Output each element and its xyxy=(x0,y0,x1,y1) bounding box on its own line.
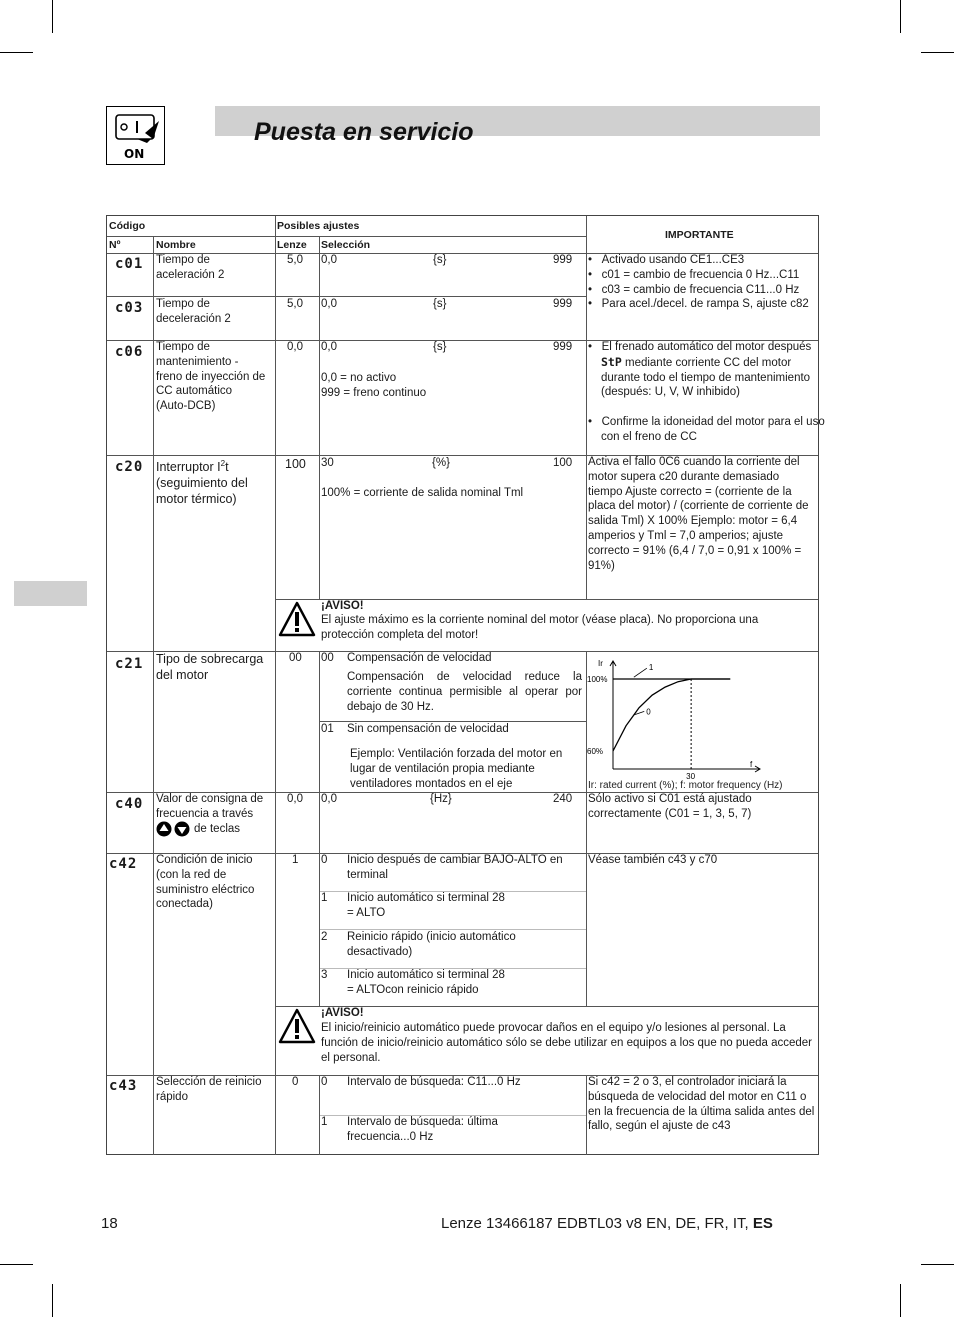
lenze-c42: 1 xyxy=(292,854,299,866)
name-c01: Tiempo de aceleración 2 xyxy=(156,254,225,281)
header-nombre: Nombre xyxy=(156,239,196,251)
note-c01-4: • Para acel./decel. de rampa S, ajuste c82 xyxy=(588,298,809,310)
page-number: 18 xyxy=(101,1215,118,1232)
keypad-keys xyxy=(156,821,192,837)
option-c21-00-desc: Compensación de velocidad reduce la corriente continua permisible al operar por debajo de 30 Hz. xyxy=(347,671,582,713)
power-on-icon xyxy=(106,106,165,165)
header-importante: IMPORTANTE xyxy=(665,229,734,241)
unit-c03: {s} xyxy=(433,298,447,310)
option-c21-00-num: 00 xyxy=(321,652,334,664)
option-c21-01-desc: Ejemplo: Ventilación forzada del motor en lugar de ventilación propia mediante ventiladores montados en el eje xyxy=(350,748,563,790)
header-seleccion: Selección xyxy=(321,239,371,251)
warning-title-c20: ¡AVISO! xyxy=(321,600,364,612)
unit-c20: {%} xyxy=(432,457,450,469)
option-c42-0-text: Inicio después de cambiar BAJO-ALTO en terminal xyxy=(347,854,563,881)
name-c03: Tiempo de deceleración 2 xyxy=(156,298,231,325)
name-text: t (seguimiento del motor térmico) xyxy=(156,460,248,507)
note-c01-3: • c03 = cambio de frecuencia C11...0 Hz xyxy=(588,284,800,296)
warning-icon xyxy=(278,601,316,637)
option-c21-01-label: Sin compensación de velocidad xyxy=(347,723,509,735)
name-c42: Condición de inicio (con la red de suministro eléctrico conectada) xyxy=(156,854,255,911)
code-c40: c40 xyxy=(115,796,144,812)
max-c03: 999 xyxy=(553,298,573,310)
warning-title-c42: ¡AVISO! xyxy=(321,1007,364,1019)
x-axis-label: f xyxy=(750,760,753,769)
note-c01-2: • c01 = cambio de frecuencia 0 Hz...C11 xyxy=(588,269,800,281)
name-c21: Tipo de sobrecarga del motor xyxy=(156,652,264,682)
stp-display: StP xyxy=(601,354,622,369)
min-c06: 0,0 xyxy=(321,341,337,353)
series-leader-1 xyxy=(634,668,647,677)
option-c42-2-num: 2 xyxy=(321,931,328,943)
superscript: 2 xyxy=(220,459,226,468)
max-c40: 240 xyxy=(553,793,573,805)
note-c43: Si c42 = 2 o 3, el controlador iniciará la búsqueda de velocidad del motor en C11 o en la frecuencia de la última salida antes del fallo, según el ajuste de c43 xyxy=(588,1076,815,1133)
option-c43-0-num: 0 xyxy=(321,1076,328,1088)
option-c43-0-text: Intervalo de búsqueda: C11...0 Hz xyxy=(347,1076,521,1088)
y-tick-label: 60% xyxy=(587,747,604,756)
lenze-c06: 0,0 xyxy=(287,341,303,353)
name-c43: Selección de reinicio rápido xyxy=(156,1076,262,1103)
note-text: c03 = cambio de frecuencia C11...0 Hz xyxy=(601,284,800,296)
option-c42-1-text: Inicio automático si terminal 28 = ALTO xyxy=(347,892,505,919)
crop-mark xyxy=(900,1284,901,1317)
min-c20: 30 xyxy=(321,457,334,469)
lenze-c21: 00 xyxy=(289,652,302,664)
name-c40: Valor de consigna de frecuencia a través xyxy=(156,793,264,820)
y-tick-label: 100% xyxy=(587,675,608,684)
name-c40-keys: de teclas xyxy=(194,823,241,835)
series-label-1: 1 xyxy=(648,663,654,673)
warning-icon xyxy=(278,1008,316,1044)
header-no: Nº xyxy=(109,239,121,251)
option-c42-2-text: Reinicio rápido (inicio automático desactivado) xyxy=(347,931,516,958)
lenze-c20: 100 xyxy=(285,457,306,471)
max-c06: 999 xyxy=(553,341,573,353)
code-c03: c03 xyxy=(115,300,144,316)
code-c42: c42 xyxy=(109,856,138,872)
option-c21-01-num: 01 xyxy=(321,723,334,735)
footer-info xyxy=(441,1215,773,1232)
lenze-c43: 0 xyxy=(292,1076,299,1088)
crop-mark xyxy=(921,52,954,53)
option-c42-0-num: 0 xyxy=(321,854,328,866)
note-text: El frenado automático del motor después xyxy=(601,341,812,353)
crop-mark xyxy=(900,0,901,33)
unit-c01: {s} xyxy=(433,254,447,266)
code-c06: c06 xyxy=(115,344,144,360)
code-c43: c43 xyxy=(109,1078,138,1094)
crop-mark xyxy=(921,1264,954,1265)
name-c06: Tiempo de mantenimiento - freno de inyección de CC automático (Auto-DCB) xyxy=(156,341,266,413)
min-c01: 0,0 xyxy=(321,254,337,266)
warning-text-c42: El inicio/reinicio automático puede provocar daños en el equipo y/o lesiones al personal. La función de inicio/reinicio automático sólo se debe utilizar en equipos a los que no pueda acceder el personal. xyxy=(321,1022,812,1064)
note-c40: Sólo activo si C01 está ajustado correctamente (C01 = 1, 3, 5, 7) xyxy=(588,793,752,820)
footer-doc-info: Lenze 13466187 EDBTL03 v8 EN, DE, FR, IT, xyxy=(441,1215,749,1232)
max-c01: 999 xyxy=(553,254,573,266)
code-c21: c21 xyxy=(115,656,144,672)
code-c01: c01 xyxy=(115,256,144,272)
lenze-c40: 0,0 xyxy=(287,793,303,805)
header-codigo: Código xyxy=(109,220,146,232)
option-c43-1-text: Intervalo de búsqueda: última frecuencia...0 Hz xyxy=(347,1116,498,1143)
crop-mark xyxy=(52,0,53,33)
overload-chart xyxy=(586,652,818,792)
option-c21-00-label: Compensación de velocidad xyxy=(347,652,492,664)
max-c20: 100 xyxy=(553,457,573,469)
name-text: Interruptor I xyxy=(156,460,221,475)
min-c40: 0,0 xyxy=(321,793,337,805)
code-c20: c20 xyxy=(115,459,144,475)
option-c06-999: 999 = freno continuo xyxy=(321,387,427,399)
note-c06-2: • Confirme la idoneidad del motor para el uso con el freno de CC xyxy=(588,416,825,443)
note-text: Confirme la idoneidad del motor para el uso con el freno de CC xyxy=(601,416,825,443)
section-tab xyxy=(14,581,87,606)
note-text: Activado usando CE1...CE3 xyxy=(601,254,745,266)
chart-caption: Ir: rated current (%); f: motor frequency (Hz) xyxy=(588,780,783,791)
min-c03: 0,0 xyxy=(321,298,337,310)
y-axis-label: Ir xyxy=(598,659,603,668)
x-tick-label: 30 xyxy=(686,772,696,781)
header-posibles-ajustes: Posibles ajustes xyxy=(277,220,360,232)
option-c43-1-num: 1 xyxy=(321,1116,328,1128)
unit-c06: {s} xyxy=(433,341,447,353)
crop-mark xyxy=(0,1264,33,1265)
series-line-0 xyxy=(613,679,730,751)
on-label: ON xyxy=(124,147,145,161)
option-c42-3-num: 3 xyxy=(321,969,328,981)
header-lenze: Lenze xyxy=(277,239,307,251)
note-c20: Activa el fallo 0C6 cuando la corriente del motor supera c20 durante demasiado tiempo Ajuste correcto = (corriente de la placa del motor) / (corriente de corriente de salida Tml) X 100% Ejemplo: motor = 6,4 amperios y Tml = 7,0 amperios; ajuste correcto = 91% (6,4 / 7,0 = 0,91 x 100% = 91%) xyxy=(588,456,809,572)
note-text: c01 = cambio de frecuencia 0 Hz...C11 xyxy=(601,269,800,281)
warning-text-c20: El ajuste máximo es la corriente nominal del motor (véase placa). No proporciona una protección completa del motor! xyxy=(321,614,759,641)
option-c42-3-text: Inicio automático si terminal 28 = ALTOcon reinicio rápido xyxy=(347,969,505,996)
note-c42: Véase también c43 y c70 xyxy=(588,854,718,866)
page-title: Puesta en servicio xyxy=(254,118,474,146)
note-c06-1: • El frenado automático del motor después StP mediante corriente CC del motor durante todo el tiempo de mantenimiento (después: U, V, W inhibido) xyxy=(588,341,812,399)
option-c06-0: 0,0 = no activo xyxy=(321,372,397,384)
series-label-0: 0 xyxy=(646,707,651,717)
crop-mark xyxy=(0,52,33,53)
option-c42-1-num: 1 xyxy=(321,892,328,904)
unit-c40: {Hz} xyxy=(430,793,452,805)
crop-mark xyxy=(52,1284,53,1317)
name-c20 xyxy=(156,456,268,507)
note-text: mediante corriente CC del motor durante todo el tiempo de mantenimiento (después: U, V, W inhibido) xyxy=(601,356,811,399)
note-text: Para acel./decel. de rampa S, ajuste c82 xyxy=(601,298,809,310)
desc-c20: 100% = corriente de salida nominal Tml xyxy=(321,487,524,499)
lenze-c03: 5,0 xyxy=(287,298,303,310)
footer-lang: ES xyxy=(752,1215,773,1232)
lenze-c01: 5,0 xyxy=(287,254,303,266)
note-c01-1: • Activado usando CE1...CE3 xyxy=(588,254,745,266)
